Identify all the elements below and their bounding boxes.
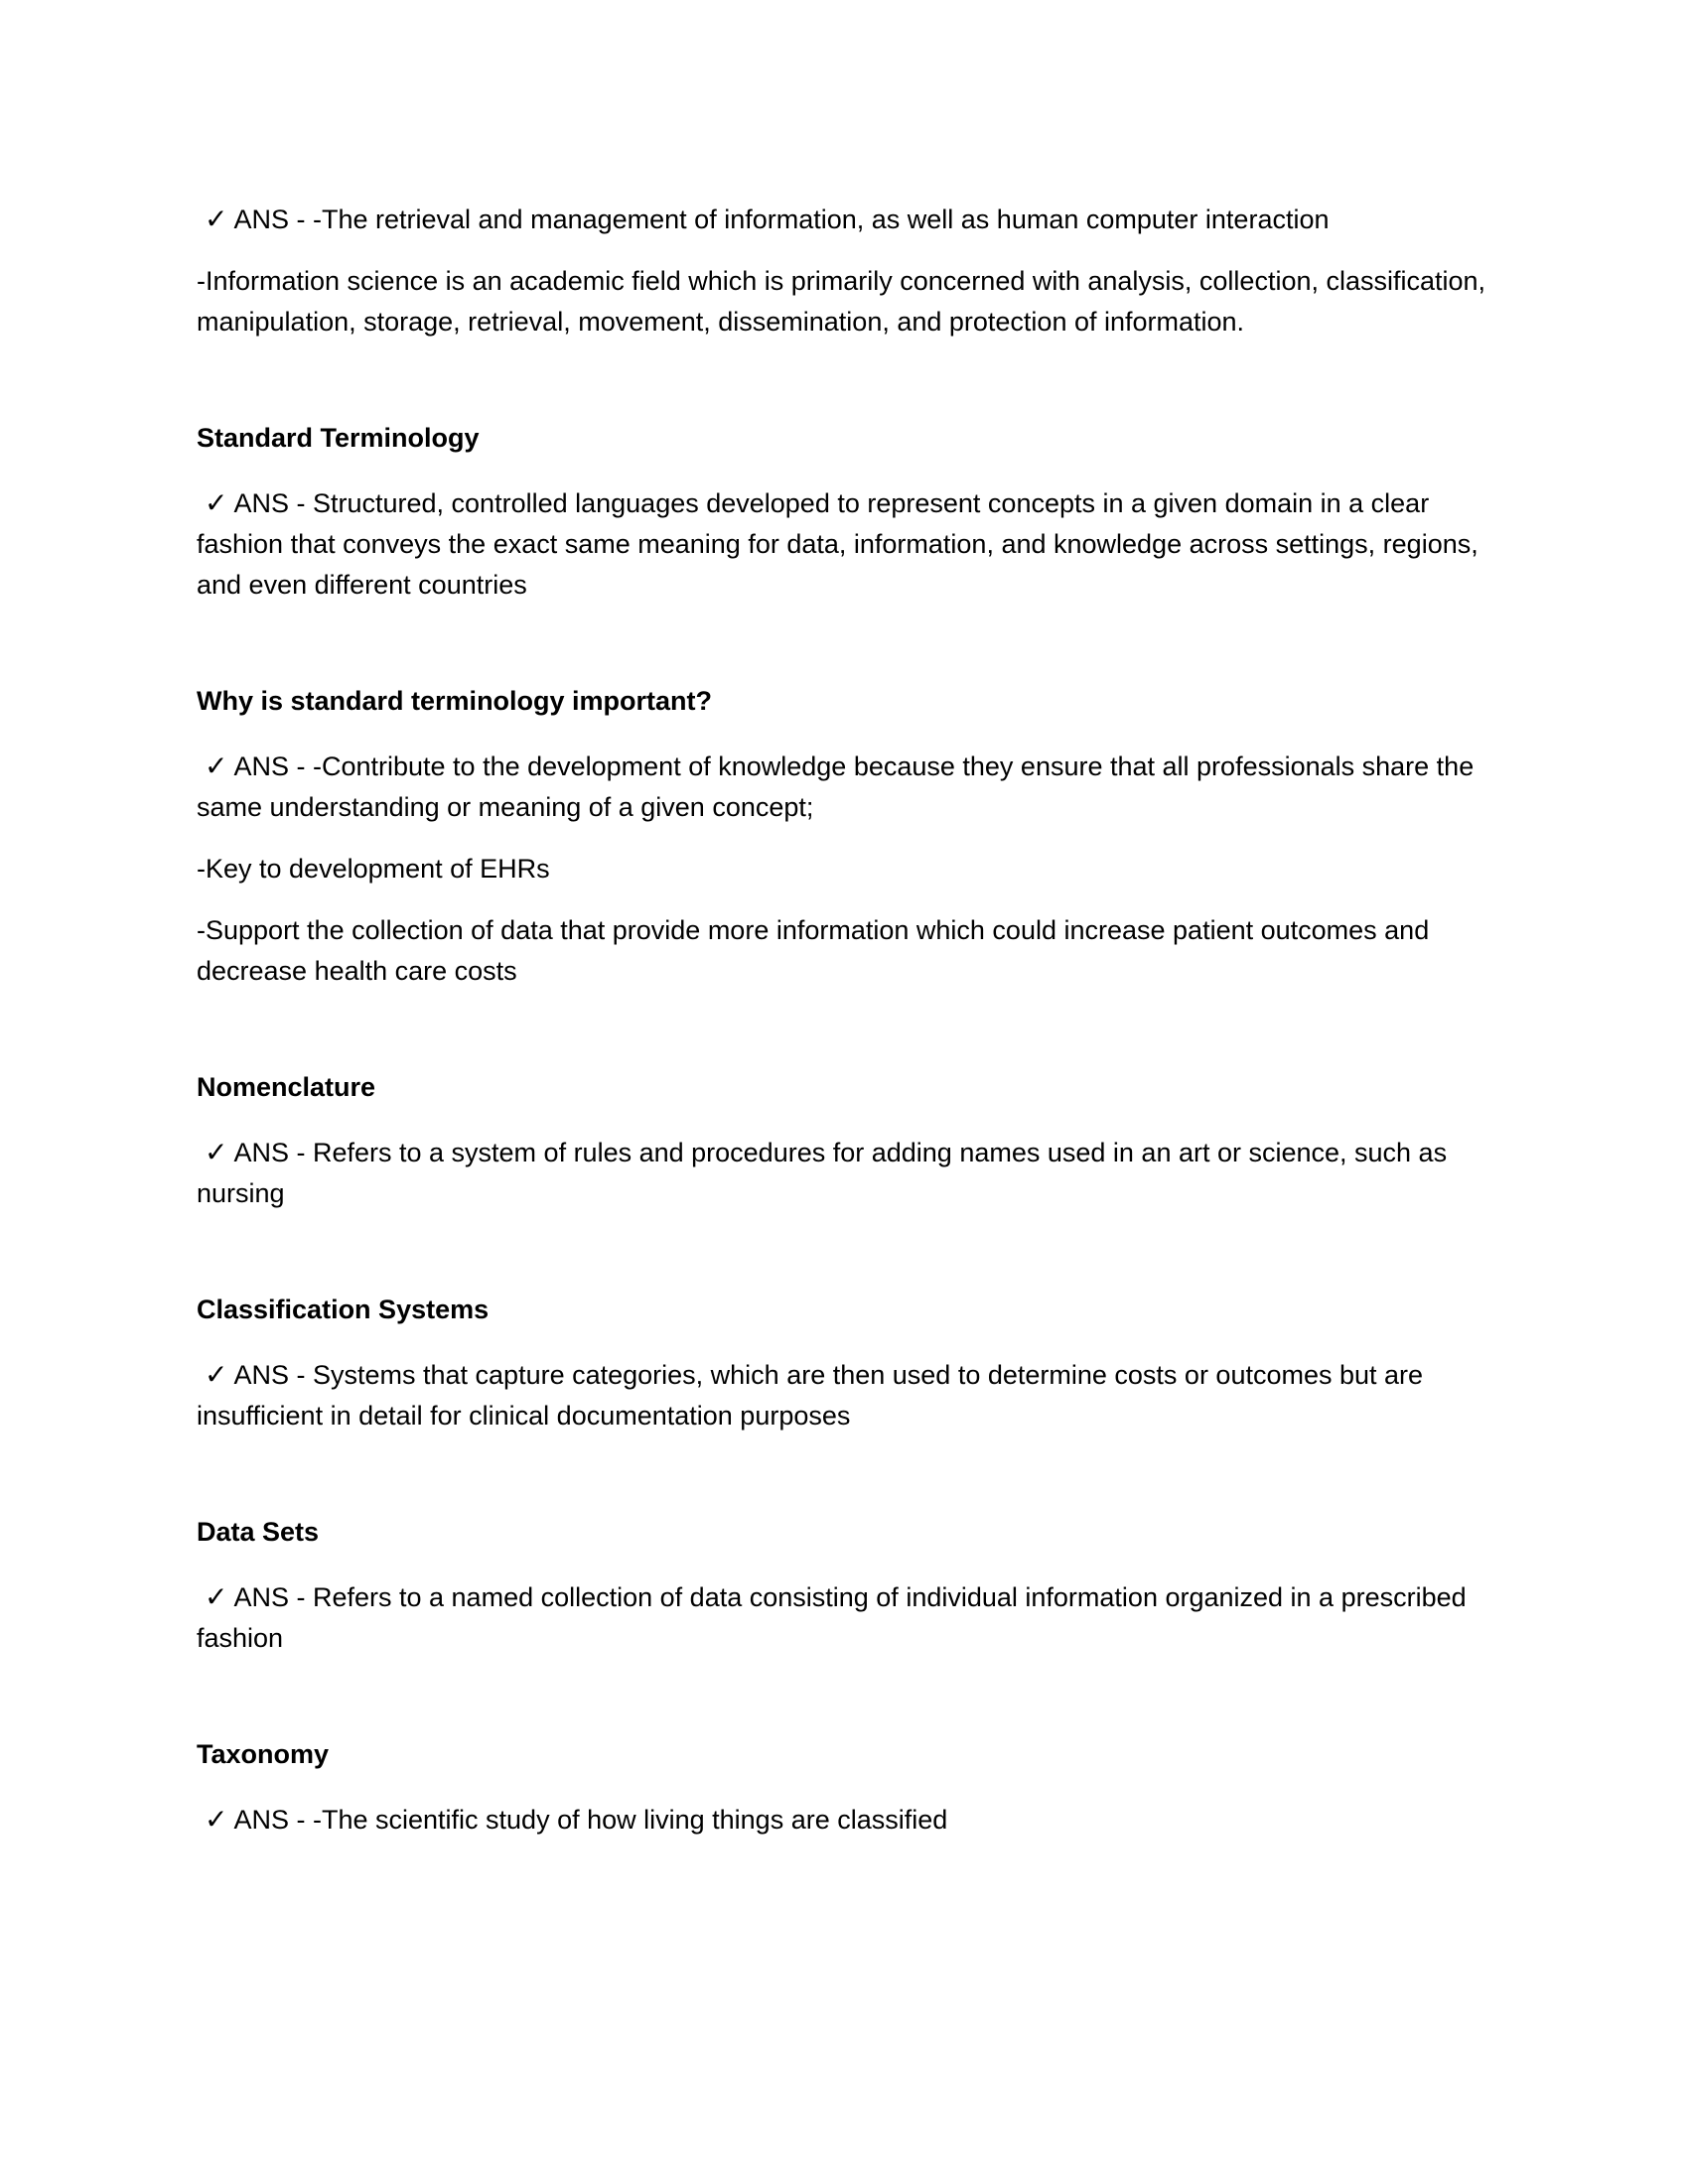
answer-text: ANS - -The scientific study of how living things are classified — [233, 1805, 948, 1835]
answer-intro — [197, 199, 1497, 240]
checkmark-icon: ✓ — [205, 1803, 228, 1836]
question-heading: Data Sets — [197, 1517, 320, 1547]
answer-text: ANS - Systems that capture categories, which are then used to determine costs or outcomes but are insufficient in detail for clinical documentation purposes — [197, 1360, 1424, 1431]
question-heading: Classification Systems — [197, 1295, 490, 1324]
answer-paragraph — [197, 1354, 1497, 1436]
checkmark-icon: ✓ — [205, 1358, 228, 1391]
answer-text: ANS - -The retrieval and management of information, as well as human computer interaction — [233, 205, 1330, 234]
checkmark-icon: ✓ — [205, 203, 228, 235]
question-heading: Taxonomy — [197, 1739, 330, 1769]
checkmark-icon: ✓ — [205, 1580, 228, 1613]
checkmark-icon: ✓ — [205, 1136, 228, 1168]
question-heading: Standard Terminology — [197, 423, 480, 453]
answer-paragraph — [197, 1799, 1497, 1841]
answer-paragraph — [197, 1132, 1497, 1214]
answer-text: ANS - Refers to a system of rules and procedures for adding names used in an art or science, such as nursing — [197, 1138, 1448, 1208]
answer-paragraph — [197, 482, 1497, 606]
answer-text: ANS - -Contribute to the development of knowledge because they ensure that all professionals share the same understanding or meaning of a given concept; — [197, 751, 1475, 822]
answer-extra: -Support the collection of data that provide more information which could increase patient outcomes and decrease health care costs — [197, 915, 1430, 986]
answer-text: ANS - Refers to a named collection of data consisting of individual information organized in a prescribed fashion — [197, 1582, 1467, 1653]
question-heading: Nomenclature — [197, 1072, 376, 1102]
answer-extra: -Key to development of EHRs — [197, 854, 550, 884]
answer-intro-extra: -Information science is an academic field which is primarily concerned with analysis, collection, classification, manipulation, storage, retrieval, movement, dissemination, and protection of information. — [197, 266, 1486, 337]
question-heading: Why is standard terminology important? — [197, 686, 713, 716]
checkmark-icon: ✓ — [205, 486, 228, 519]
answer-paragraph — [197, 746, 1497, 828]
checkmark-icon: ✓ — [205, 750, 228, 782]
answer-text: ANS - Structured, controlled languages developed to represent concepts in a given domain in a clear fashion that conveys the exact same meaning for data, information, and knowledge across settings, regions, and even different countries — [197, 488, 1478, 600]
document-content — [197, 199, 1497, 1841]
answer-paragraph — [197, 1576, 1497, 1659]
